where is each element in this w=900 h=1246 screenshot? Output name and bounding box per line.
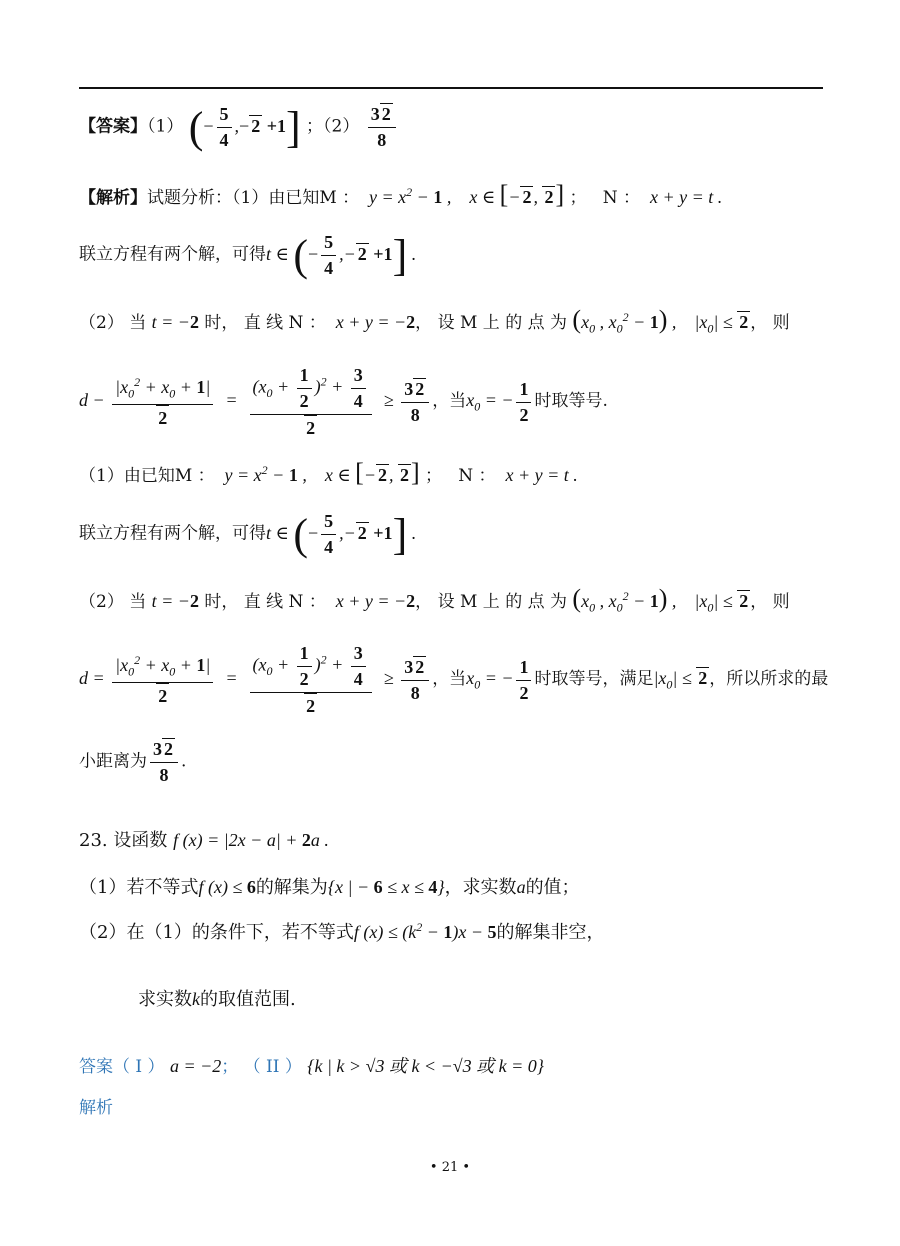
t-value-1: t = −2 (151, 312, 199, 332)
analysis-intro: 试题分析：（1）由已知M ： (147, 188, 360, 208)
q2-line2: 求实数 (138, 989, 192, 1010)
q1-suffix: ，求实数 (444, 877, 517, 898)
q1-end: 的值； (525, 877, 580, 898)
analysis-line-6 (79, 511, 416, 558)
q2-prefix: （2）在（1）的条件下，若不等式 (79, 922, 354, 943)
analysis-line-4 (79, 365, 608, 439)
problem-stem: 设函数 (113, 830, 168, 851)
analysis-intro-2: （1）由已知M ： (79, 466, 215, 486)
n-eq-2: x + y = t . (500, 465, 578, 485)
p2-point-2: ， 设 M 上 的 点 为 (415, 592, 568, 612)
m-eq-2: $y = x^2 - 1$ , x ∈ [− 2 , 2] (220, 458, 420, 487)
p2-when-2: （2） 当 (79, 592, 147, 612)
q1-set: {x | − 6 ≤ x ≤ 4} (327, 877, 445, 897)
analysis-line-9: 小距离为 $\frac{3 2}{8}$ . (79, 739, 187, 785)
q2-var: k (192, 989, 200, 1009)
x0-abs-2: $|x_0| \le 2$ (653, 668, 708, 692)
t-range-1: t ∈ (− $\frac{5}{4}$ ,− 2 +1] . (266, 230, 417, 280)
analysis-line-7 (79, 584, 790, 616)
q2-end: 的取值范围. (200, 989, 296, 1010)
eq-when-2: ，当 (432, 669, 467, 690)
eq-so: ，所以所求的最 (709, 669, 829, 690)
line-eq-2: x + y = −2 (331, 591, 416, 611)
page-number: • 21 • (429, 1160, 471, 1175)
answer23-line (79, 1052, 544, 1078)
m-eq-1: $y = x^2 - 1$ , x ∈ [− 2 , 2] (364, 180, 565, 209)
point-1: ($x_0$ , $x_0^2 - 1$) , $|x_0| \le 2$ (572, 305, 749, 336)
x0-value-2: $x_0$ = − $\frac{1}{2}$ (466, 668, 534, 688)
problem23-q1 (79, 873, 580, 899)
answer-label: 【答案】 (79, 116, 147, 137)
p2-line-1: 时， 直 线 N ： (204, 313, 326, 333)
eq-take-1: 时取等号. (534, 391, 608, 412)
answer23-part1: （ I ） (113, 1057, 165, 1077)
problem23-stem (79, 826, 329, 852)
analysis-line-5: （1）由已知M ： $y = x^2 - 1$ , x ∈ [− 2 , 2] ； N ： x + y = t . (79, 458, 578, 487)
answer23-part2: （ II ） (243, 1057, 302, 1077)
n-label-2: N ： (458, 466, 496, 486)
p2-then-1: ， 则 (750, 313, 790, 333)
analysis-label: 【解析】 (79, 188, 147, 208)
answer23-label: 答案 (79, 1057, 113, 1077)
p2-then-2: ， 则 (750, 592, 790, 612)
analysis-line-3 (79, 305, 790, 337)
q2-suffix: 的解集非空， (496, 922, 605, 943)
analysis-line-1: 【解析】试题分析：（1）由已知M ： $y = x^2 - 1$ , x ∈ [− 2 , 2] ； N ： x + y = t . (79, 180, 723, 209)
q1-prefix: （1）若不等式 (79, 877, 199, 898)
analysis23-label: 解析 (79, 1098, 113, 1118)
answer23-value1: a = −2 (169, 1056, 222, 1076)
answer-math-1: (− $\frac{5}{4}$ ,− 2 +1] (188, 102, 301, 152)
analysis-line-2 (79, 232, 416, 279)
analysis-line-8 (79, 643, 828, 717)
line-eq-1: x + y = −2 (331, 312, 416, 332)
q1-mid: 的解集为 (255, 877, 328, 898)
answer-line (79, 103, 399, 151)
q1-ineq: f (x) ≤ 6 (198, 877, 256, 897)
q1-var: a (516, 877, 526, 897)
problem23-q2 (79, 918, 605, 944)
q2-ineq: f $(x) \le (k^2 - 1)x - 5$ (353, 920, 497, 942)
t-value-2: t = −2 (151, 591, 199, 611)
min-dist-value: $\frac{3 2}{8}$ (150, 738, 178, 786)
answer-part2: （2） (323, 116, 360, 137)
combine-text-1: 联立方程有两个解，可得 (79, 244, 266, 265)
min-dist-text: 小距离为 (79, 751, 147, 772)
p2-line-2: 时， 直 线 N ： (204, 592, 326, 612)
t-range-2: t ∈ (− $\frac{5}{4}$ ,− 2 +1] . (266, 509, 417, 559)
combine-text-2: 联立方程有两个解，可得 (79, 523, 266, 544)
answer23-set: {k | k > √3 或 k < −√3 或 k = 0} (307, 1056, 544, 1076)
answer23-sep: ； (221, 1057, 239, 1077)
n-eq-1: x + y = t . (645, 187, 723, 207)
d-formula-2: d = $\frac{|x_0^2 + x_0 + 1|}{2}$ = ($x_0$ + $\frac{1}{2}$ )$^2$ + $\frac{3}{4}$ 2 ≥ $\frac{3 2}{8}$ (79, 668, 432, 688)
header-rule (79, 87, 823, 89)
answer-part1: （1） (147, 116, 184, 137)
eq-when-1: ，当 (432, 391, 467, 412)
answer-sep: ； (306, 116, 324, 137)
p2-point-1: ， 设 M 上 的 点 为 (415, 313, 568, 333)
x0-value-1: $x_0$ = − $\frac{1}{2}$ (466, 390, 534, 410)
function-def: f (x) = |2x − a| + 2a . (173, 830, 329, 850)
point-2: ($x_0$ , $x_0^2 - 1$) , $|x_0| \le 2$ (572, 584, 749, 615)
problem23-q2-line2 (138, 985, 296, 1011)
d-formula-1: d − $\frac{|x_0^2 + x_0 + 1|}{2}$ = ($x_0$ + $\frac{1}{2}$ )$^2$ + $\frac{3}{4}$ 2 ≥ $\frac{3 2}{8}$ (79, 390, 432, 410)
n-label-1: N ： (602, 188, 641, 208)
problem-number: 23. (79, 830, 108, 851)
eq-take-2: 时取等号，满足 (534, 669, 654, 690)
answer-math-2: $\frac{3 2}{8}$ (368, 103, 396, 151)
p2-when-1: （2） 当 (79, 313, 147, 333)
